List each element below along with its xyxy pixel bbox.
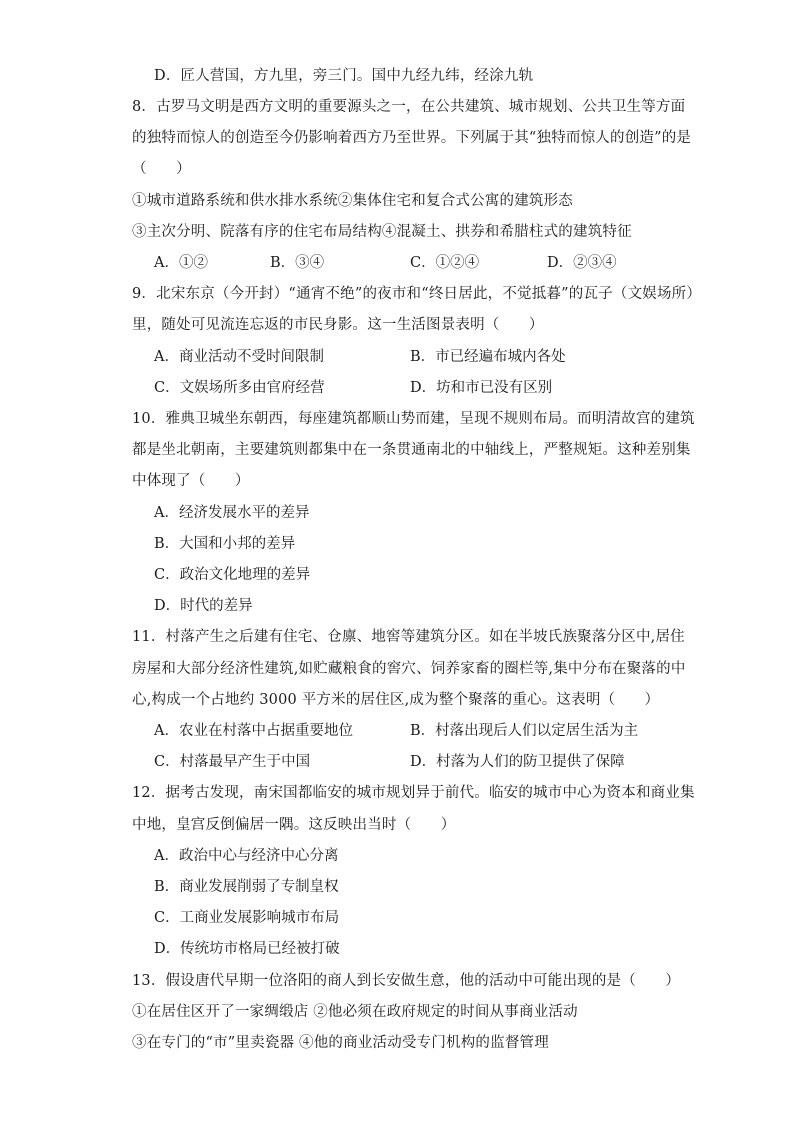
q9-stem-line1: 9．北宋东京（今开封）“通宵不绝”的夜市和“终日居此，不觉抵暮”的瓦子（文娱场所） [132,286,702,302]
q12-option-c: C．工商业发展影响城市布局 [154,910,340,926]
q11-option-b: B．村落出现后人们以定居生活为主 [410,723,639,739]
q13-items-line2: ③在专门的“市”里卖瓷器 ④他的商业活动受专门机构的监督管理 [132,1035,549,1051]
q11-option-d: D．村落为人们的防卫提供了保障 [410,754,625,770]
q10-stem-line3: 中体现了（ ） [132,473,250,489]
q10-option-b: B．大国和小邦的差异 [154,536,296,552]
q7-option-d: D．匠人营国，方九里，旁三门。国中九经九纬，经涂九轨 [154,68,534,84]
q10-stem-line1: 10．雅典卫城坐东朝西，每座建筑都顺山势而建，呈现不规则布局。而明清故宫的建筑 [132,411,695,427]
q8-stem-line1: 8．古罗马文明是西方文明的重要源头之一，在公共建筑、城市规划、公共卫生等方面 [132,99,686,115]
q8-items-line1: ①城市道路系统和供水排水系统②集体住宅和复合式公寓的建筑形态 [132,193,573,209]
q11-stem-line3: 心,构成一个占地约 3000 平方米的居住区,成为整个聚落的重心。这表明（ ） [132,692,660,708]
q9-option-d: D．坊和市已没有区别 [410,380,553,396]
q9-option-a: A．商业活动不受时间限制 [154,349,324,365]
q12-stem-line1: 12．据考古发现，南宋国都临安的城市规划异于前代。临安的城市中心为资本和商业集 [132,785,695,801]
q11-stem-line1: 11．村落产生之后建有住宅、仓廪、地窖等建筑分区。如在半坡氏族聚落分区中,居住 [132,629,685,645]
q12-stem-line2: 中地，皇宫反倒偏居一隅。这反映出当时（ ） [132,817,456,833]
q8-option-d: D．②③④ [547,255,617,271]
q13-stem-line1: 13．假设唐代早期一位洛阳的商人到长安做生意，他的活动中可能出现的是（ ） [132,973,681,989]
q8-stem-line2: 的独特而惊人的创造至今仍影响着西方乃至世界。下列属于其“独特而惊人的创造”的是 [132,130,692,146]
q9-option-b: B．市已经遍布城内各处 [410,349,566,365]
q13-items-line1: ①在居住区开了一家绸缎店 ②他必须在政府规定的时间从事商业活动 [132,1004,578,1020]
q8-option-c: C．①②④ [410,255,480,271]
q9-option-c: C．文娱场所多由官府经营 [154,380,325,396]
q10-option-a: A．经济发展水平的差异 [154,505,310,521]
q10-stem-line2: 都是坐北朝南，主要建筑则都集中在一条贯通南北的中轴线上，严整规矩。这种差别集 [132,442,691,458]
q8-items-line2: ③主次分明、院落有序的住宅布局结构④混凝土、拱券和希腊柱式的建筑特征 [132,224,632,240]
q8-option-a: A．①② [154,255,208,271]
q11-option-a: A．农业在村落中占据重要地位 [154,723,353,739]
q12-option-b: B．商业发展削弱了专制皇权 [154,879,339,895]
q11-option-c: C．村落最早产生于中国 [154,754,311,770]
q10-option-c: C．政治文化地理的差异 [154,567,311,583]
q11-stem-line2: 房屋和大部分经济性建筑,如贮藏粮食的窖穴、饲养家畜的圈栏等,集中分布在聚落的中 [132,661,686,677]
q10-option-d: D．时代的差异 [154,598,253,614]
q8-stem-line3: （ ） [132,161,191,177]
q12-option-a: A．政治中心与经济中心分离 [154,848,339,864]
q12-option-d: D．传统坊市格局已经被打破 [154,941,340,957]
q9-stem-line2: 里，随处可见流连忘返的市民身影。这一生活图景表明（ ） [132,317,544,333]
q8-option-b: B．③④ [270,255,325,271]
